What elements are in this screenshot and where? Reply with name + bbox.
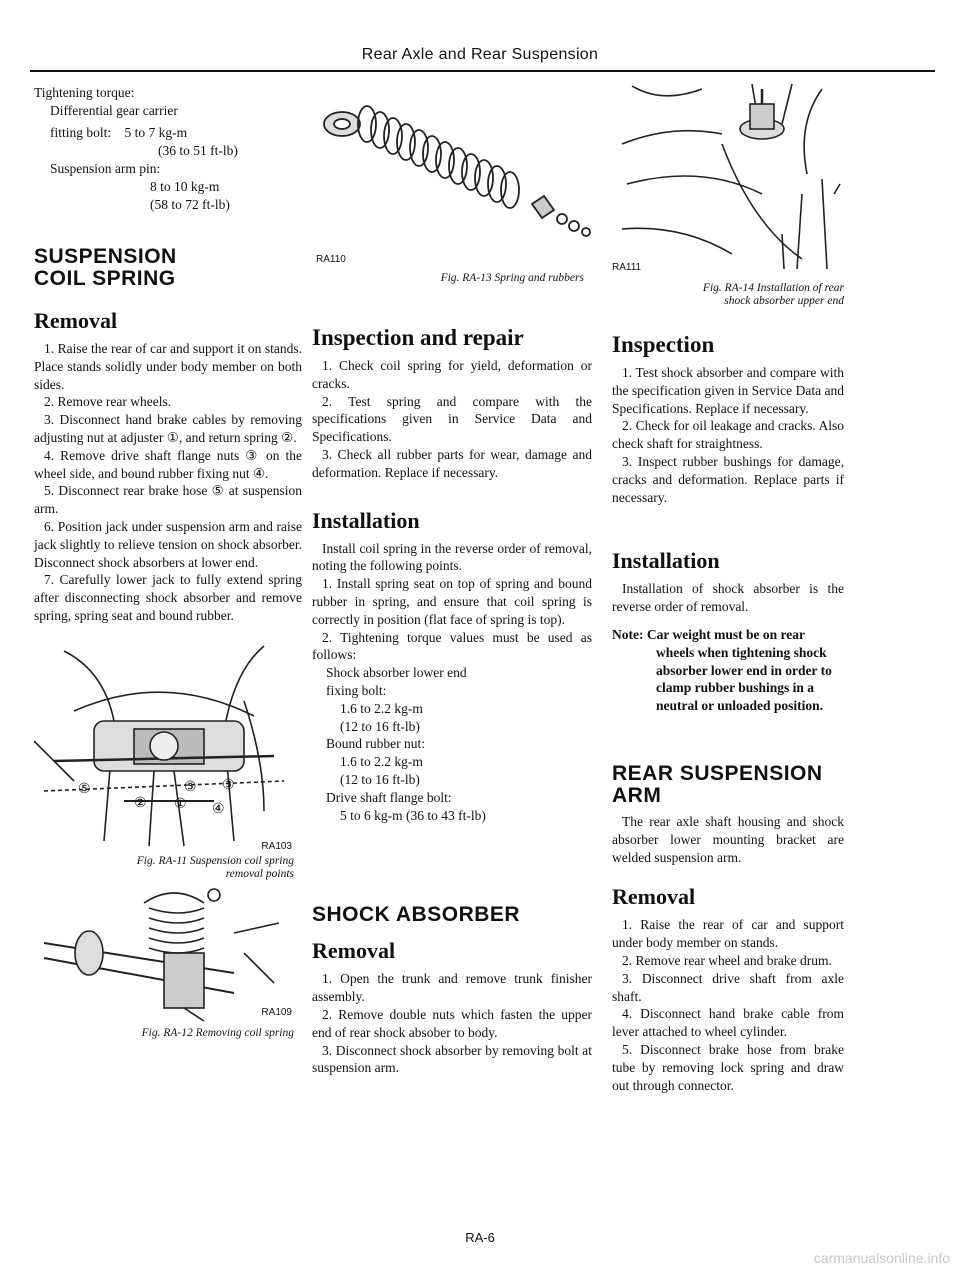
list-item: 3. Check all rubber parts for wear, damage and deformation. Replace if necessary. <box>312 446 592 480</box>
figure-code: RA111 <box>612 262 642 273</box>
section-title-rear-suspension-arm: REAR SUSPENSION ARM <box>612 761 823 807</box>
torque-line <box>34 124 302 142</box>
header-rule <box>30 70 935 72</box>
list-item: 3. Disconnect drive shaft from axle shaft. <box>612 970 844 1004</box>
spec-line: 1.6 to 2.2 kg-m <box>340 754 423 770</box>
list-item: 2. Remove rear wheels. <box>44 394 172 410</box>
callout-2: ② <box>134 793 147 810</box>
spec-line: (12 to 16 ft-lb) <box>340 771 420 787</box>
list-item: 2. Check for oil leakage and cracks. Also check shaft for straightness. <box>612 418 844 452</box>
figure-code: RA109 <box>261 1006 292 1018</box>
list-item: 4. Disconnect hand brake cable from lever attached to wheel cylinder. <box>612 1006 844 1040</box>
list-item: 1. Raise the rear of car and support under body member on stands. <box>612 917 844 951</box>
paragraph: Installation of shock absorber is the reverse order of removal. <box>612 581 844 615</box>
torque-label: fitting bolt: <box>50 125 112 140</box>
watermark: carmanualsonline.info <box>813 1250 950 1266</box>
list-item: 2. Remove rear wheel and brake drum. <box>622 952 832 968</box>
torque-line: Differential gear carrier <box>50 103 178 118</box>
callout-4: ④ <box>212 799 225 816</box>
spec-line: Shock absorber lower end <box>326 665 467 681</box>
column-right <box>612 84 844 1094</box>
torque-line: (36 to 51 ft-lb) <box>158 143 238 158</box>
removal-steps <box>34 340 302 625</box>
spec-line: 1.6 to 2.2 kg-m <box>340 700 423 716</box>
removal-heading: Removal <box>34 308 118 333</box>
list-item: 1. Raise the rear of car and support it on stands. Place stands solidly under body member on both sides. <box>34 341 302 392</box>
torque-spec-block <box>34 84 302 214</box>
list-item: 3. Inspect rubber bushings for damage, cracks and deformation. Replace parts if necessary. <box>612 453 844 505</box>
list-item: 5. Disconnect rear brake hose ⑤ at suspension arm. <box>34 483 302 517</box>
page-number: RA-6 <box>465 1230 495 1245</box>
arm-removal-heading: Removal <box>612 884 696 910</box>
list-item: 1. Test shock absorber and compare with the specification given in Service Data and Specifications. Replace if necessary. <box>612 365 844 416</box>
callout-5-right: ⑤ <box>184 777 197 794</box>
list-item: 1. Install spring seat on top of spring and bound rubber in spring, and ensure that coil spring is correctly in position (flat face of spring is top). <box>312 576 592 627</box>
figure-code: RA110 <box>316 254 346 265</box>
paragraph: The rear axle shaft housing and shock absorber lower mounting bracket are welded suspension arm. <box>612 813 844 865</box>
page-header: Rear Axle and Rear Suspension <box>361 46 599 63</box>
spec-line: (12 to 16 ft-lb) <box>340 718 420 734</box>
inspection-steps <box>312 357 592 482</box>
note: Note: Car weight must be on rear wheels when tightening shock absorber lower end in order to clamp rubber bushings in a neutral or unloaded position. <box>612 626 832 714</box>
shock-absorber-upper-end-illustration <box>612 84 844 274</box>
list-item: 1. Check coil spring for yield, deformation or cracks. <box>312 358 592 391</box>
figure-code: RA103 <box>261 840 292 852</box>
inspection-repair-heading: Inspection and repair <box>312 325 524 350</box>
list-item: 6. Position jack under suspension arm and raise jack slightly to relieve tension on shock absorber. Disconnect shock absorbers at lower end. <box>34 518 302 570</box>
paragraph: Install coil spring in the reverse order of removal, noting the following points. <box>312 540 592 574</box>
torque-title: Tightening torque: <box>34 85 135 100</box>
shock-absorber-heading: SHOCK ABSORBER <box>312 903 521 927</box>
spec-line: Bound rubber nut: <box>326 736 425 752</box>
column-left <box>34 84 302 1040</box>
spring-and-rubbers-illustration <box>312 84 592 264</box>
figure-caption: Fig. RA-12 Removing coil spring <box>141 1026 294 1039</box>
installation-heading: Installation <box>612 548 720 574</box>
list-item: 3. Disconnect hand brake cables by removing adjusting nut at adjuster ①, and return spring ②. <box>34 412 302 445</box>
shock-removal-heading: Removal <box>312 938 396 964</box>
list-item: 2. Remove double nuts which fasten the upper end of rear shock absober to body. <box>312 1006 592 1040</box>
list-item: 3. Disconnect shock absorber by removing bolt at suspension arm. <box>312 1042 592 1076</box>
list-item: 2. Test spring and compare with the specifications given in Service Data and Specifications. <box>312 393 592 445</box>
figure-ra-11 <box>34 641 294 881</box>
callout-1: ① <box>174 794 187 811</box>
torque-line: 8 to 10 kg-m <box>150 179 220 194</box>
coil-spring-removal-illustration <box>34 883 294 1023</box>
torque-value: 5 to 7 kg-m <box>124 125 188 140</box>
column-middle <box>312 84 592 1077</box>
inspection-heading: Inspection <box>612 332 715 357</box>
torque-line: (58 to 72 ft-lb) <box>150 197 230 212</box>
inspection-steps <box>612 364 844 506</box>
callout-3: ③ <box>222 775 235 792</box>
callouts <box>78 776 235 816</box>
figure-ra-12 <box>34 883 294 1040</box>
callout-5-left: ⑤ <box>78 779 91 796</box>
figure-ra-13 <box>312 84 592 285</box>
torque-spec-block <box>312 664 592 824</box>
figure-caption: Fig. RA-13 Spring and rubbers <box>440 272 584 284</box>
shock-removal-steps <box>312 970 592 1077</box>
installation-body <box>312 540 592 665</box>
section-title-coil-spring: SUSPENSION COIL SPRING <box>34 245 177 290</box>
spec-line: fixing bolt: <box>326 682 387 698</box>
figure-caption: Fig. RA-11 Suspension coil spring removal points <box>136 854 294 880</box>
list-item: 5. Disconnect brake hose from brake tube by removing lock spring and draw out through connector. <box>612 1041 844 1093</box>
list-item: 1. Open the trunk and remove trunk finisher assembly. <box>312 971 592 1005</box>
spec-line: 5 to 6 kg-m (36 to 43 ft-lb) <box>340 807 486 823</box>
installation-heading: Installation <box>312 507 420 533</box>
spec-line: Drive shaft flange bolt: <box>326 789 452 805</box>
torque-line: Suspension arm pin: <box>50 161 161 176</box>
list-item: 7. Carefully lower jack to fully extend spring after disconnecting shock absorber and remove spring, spring seat and bound rubber. <box>34 572 302 623</box>
list-item: 4. Remove drive shaft flange nuts ③ on the wheel side, and bound rubber fixing nut ④. <box>34 447 302 481</box>
figure-caption: Fig. RA-14 Installation of rear shock absorber upper end <box>702 282 844 307</box>
suspension-illustration <box>34 641 294 851</box>
figure-ra-14 <box>612 84 844 308</box>
arm-removal-steps <box>612 916 844 1094</box>
list-item: 2. Tightening torque values must be used as follows: <box>312 629 592 663</box>
